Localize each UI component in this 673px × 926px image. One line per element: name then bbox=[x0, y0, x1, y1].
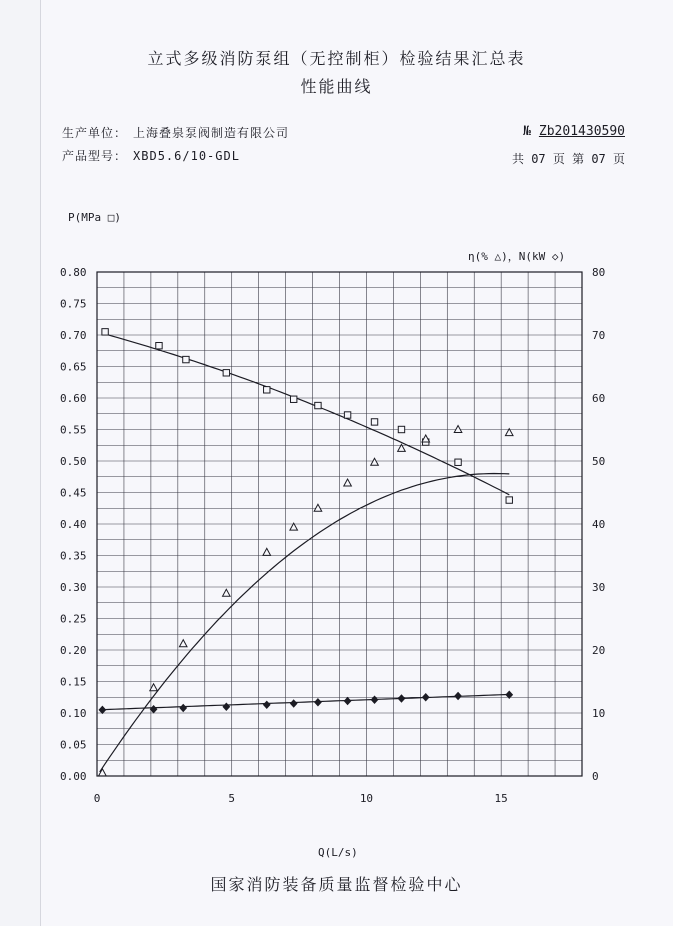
y-right-tick-label: 50 bbox=[592, 455, 606, 468]
data-point-square bbox=[398, 426, 404, 432]
y-right-tick-label: 60 bbox=[592, 392, 606, 405]
x-axis-label: Q(L/s) bbox=[318, 846, 358, 859]
y-right-tick-label: 40 bbox=[592, 518, 606, 531]
y-axis-right-label: η(% △)，N(kW ◇) bbox=[468, 250, 566, 263]
manufacturer-value: 上海叠泉泵阀制造有限公司 bbox=[133, 126, 290, 140]
x-tick-label: 5 bbox=[228, 792, 236, 805]
data-point-square bbox=[344, 412, 350, 418]
y-left-tick-label: 0.60 bbox=[60, 392, 87, 405]
data-point-diamond bbox=[344, 698, 350, 705]
report-title: 立式多级消防泵组（无控制柜）检验结果汇总表 bbox=[147, 49, 526, 68]
data-point-triangle bbox=[263, 548, 271, 555]
y-left-tick-label: 0.35 bbox=[60, 549, 87, 563]
data-point-diamond bbox=[290, 700, 296, 707]
data-point-triangle bbox=[344, 479, 352, 486]
y-left-tick-label: 0.10 bbox=[60, 707, 87, 720]
data-point-square bbox=[223, 370, 229, 376]
y-left-tick-label: 0.00 bbox=[60, 770, 87, 783]
data-point-triangle bbox=[454, 426, 462, 433]
y-right-tick-label: 20 bbox=[592, 644, 606, 657]
y-left-tick-label: 0.55 bbox=[60, 423, 87, 437]
page-count: 共 07 页 第 07 页 bbox=[511, 152, 625, 166]
y-left-tick-label: 0.05 bbox=[60, 738, 87, 752]
x-tick-label: 0 bbox=[93, 792, 101, 805]
y-left-tick-label: 0.30 bbox=[60, 581, 87, 594]
y-right-tick-label: 30 bbox=[592, 581, 606, 594]
data-point-triangle bbox=[314, 504, 322, 511]
chart-axes bbox=[60, 266, 605, 805]
data-point-triangle bbox=[99, 769, 107, 776]
y-right-tick-label: 0 bbox=[592, 770, 599, 783]
data-point-square bbox=[156, 343, 162, 349]
x-tick-label: 15 bbox=[494, 792, 508, 805]
data-point-square bbox=[183, 356, 189, 362]
data-point-diamond bbox=[180, 704, 186, 711]
y-left-tick-label: 0.40 bbox=[60, 518, 87, 531]
y-left-tick-label: 0.70 bbox=[60, 329, 87, 342]
doc-no-label: № bbox=[523, 124, 531, 139]
data-point-diamond bbox=[315, 699, 321, 706]
data-point-diamond bbox=[99, 706, 105, 713]
data-point-diamond bbox=[264, 701, 270, 708]
model-label: 产品型号： bbox=[62, 149, 128, 163]
y-left-tick-label: 0.50 bbox=[60, 455, 87, 468]
x-tick-label: 10 bbox=[359, 792, 374, 805]
data-point-triangle bbox=[223, 589, 231, 596]
data-point-square bbox=[455, 459, 461, 465]
data-point-diamond bbox=[398, 695, 404, 702]
data-point-square bbox=[102, 329, 108, 335]
data-point-square bbox=[290, 396, 296, 402]
report-subtitle: 性能曲线 bbox=[300, 77, 373, 96]
doc-no-value: Zb201430590 bbox=[538, 124, 625, 139]
data-point-diamond bbox=[423, 694, 429, 701]
footer-issuer: 国家消防装备质量监督检验中心 bbox=[210, 875, 463, 894]
y-left-tick-label: 0.65 bbox=[60, 360, 87, 374]
y-axis-left-label: P(MPa □) bbox=[68, 211, 121, 224]
y-left-tick-label: 0.15 bbox=[60, 675, 87, 689]
data-point-triangle bbox=[371, 458, 379, 465]
data-point-square bbox=[264, 387, 270, 393]
chart-markers bbox=[99, 329, 513, 776]
data-point-square bbox=[371, 419, 377, 425]
y-right-tick-label: 80 bbox=[592, 266, 606, 279]
fit-curve-triangle bbox=[100, 474, 510, 772]
manufacturer-label: 生产单位： bbox=[62, 126, 128, 140]
y-left-tick-label: 0.25 bbox=[60, 612, 87, 626]
y-right-tick-label: 10 bbox=[592, 707, 606, 720]
model-value: XBD5.6/10-GDL bbox=[133, 149, 240, 163]
data-point-triangle bbox=[179, 640, 187, 647]
data-point-square bbox=[315, 402, 321, 408]
chart-curves bbox=[100, 333, 510, 772]
y-left-tick-label: 0.75 bbox=[60, 297, 87, 311]
y-left-tick-label: 0.20 bbox=[60, 644, 87, 657]
y-left-tick-label: 0.80 bbox=[60, 266, 87, 279]
y-right-tick-label: 70 bbox=[592, 329, 606, 342]
data-point-square bbox=[506, 497, 512, 503]
fit-curve-diamond bbox=[100, 694, 510, 709]
data-point-diamond bbox=[150, 706, 156, 713]
data-point-diamond bbox=[455, 692, 461, 699]
data-point-diamond bbox=[223, 703, 229, 710]
y-left-tick-label: 0.45 bbox=[60, 486, 87, 500]
